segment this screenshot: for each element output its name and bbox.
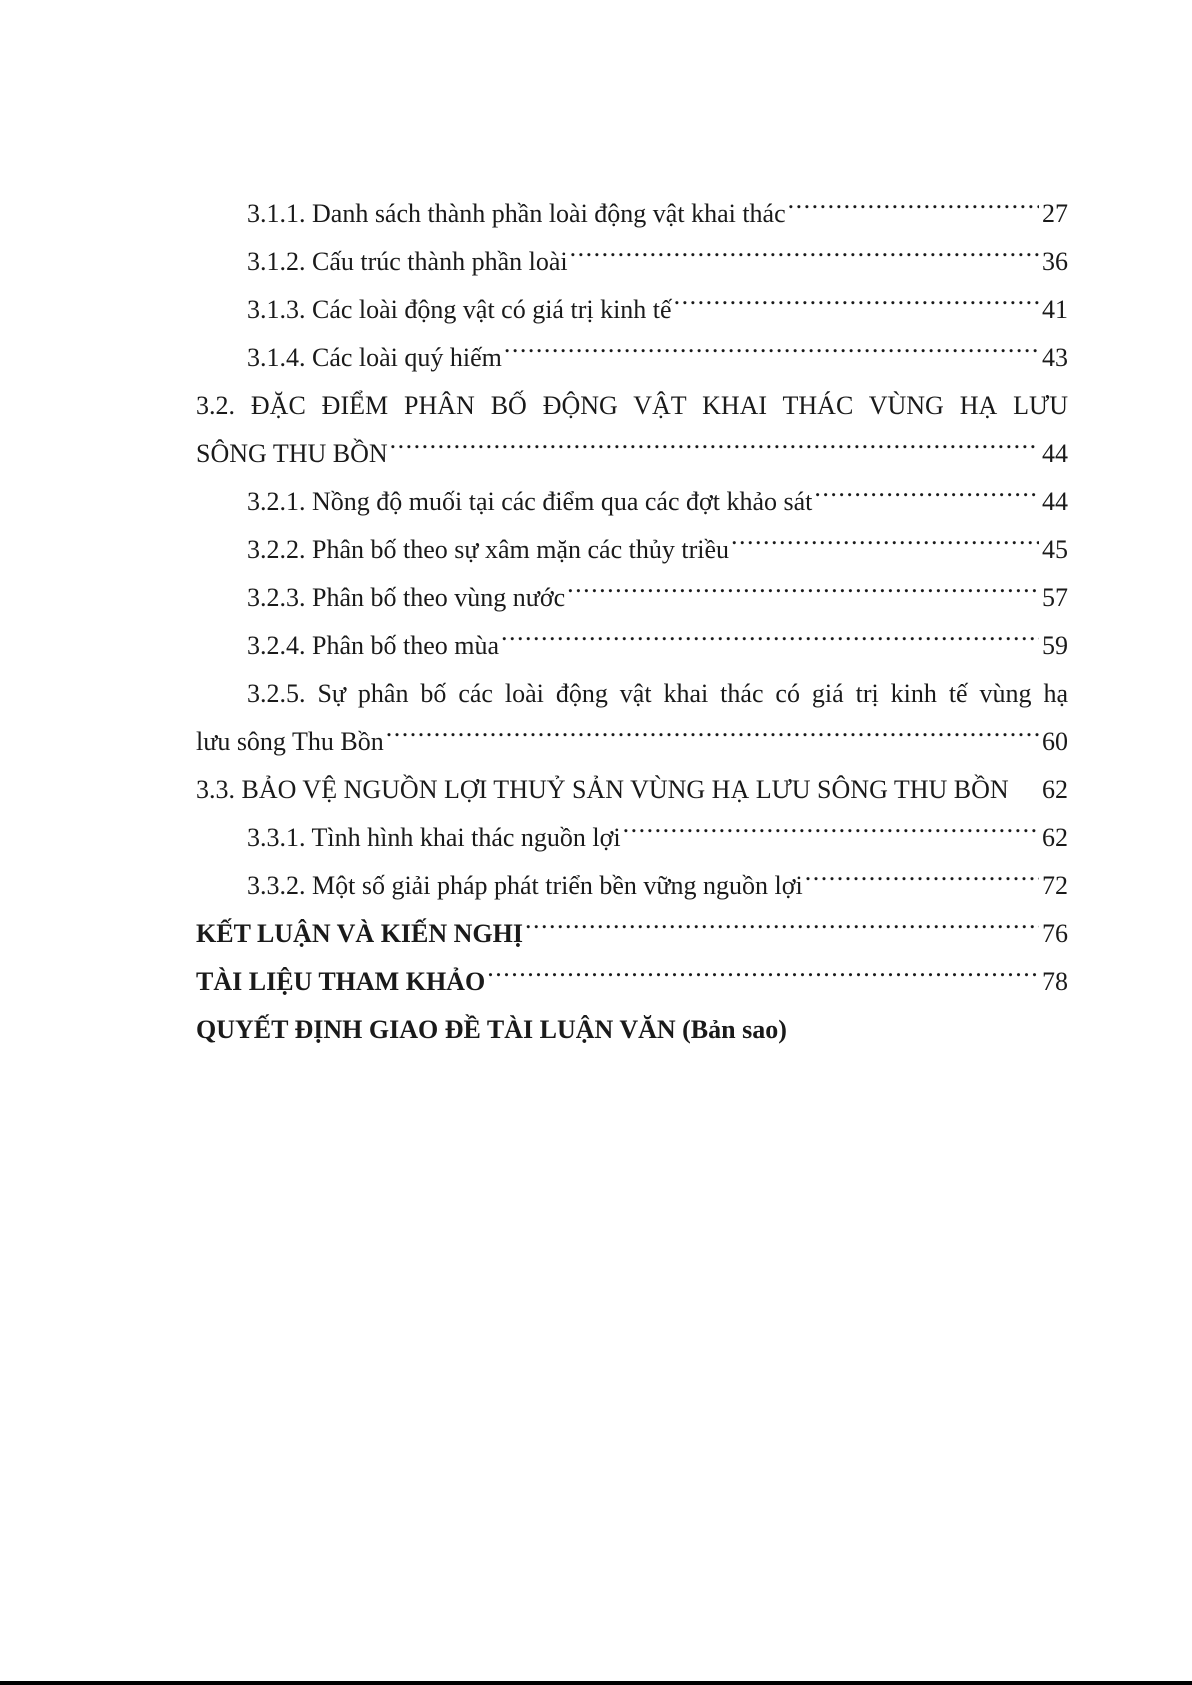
toc-entry-page: 62: [1042, 823, 1068, 852]
toc-entry: [196, 238, 1068, 286]
toc-entry-title: 3.3. BẢO VỆ NGUỒN LỢI THUỶ SẢN VÙNG HẠ LƯU SÔNG THU BỒN: [196, 775, 1009, 804]
toc-entry-wrapped-line-2: [196, 718, 1068, 766]
toc-entry: [196, 574, 1068, 622]
toc-entry: [196, 286, 1068, 334]
toc-entry: [196, 766, 1068, 814]
toc-entry-title: 3.2.2. Phân bố theo sự xâm mặn các thủy triều: [247, 535, 729, 564]
toc-entry-page: 59: [1042, 631, 1068, 660]
toc-entry: [196, 814, 1068, 862]
toc-entry: [196, 910, 1068, 958]
dot-leader: [674, 292, 1039, 318]
toc-entry: [196, 334, 1068, 382]
toc-entry-title: 3.1.1. Danh sách thành phần loài động vật khai thác: [247, 199, 786, 228]
dot-leader: [390, 436, 1039, 462]
dot-leader: [504, 340, 1039, 366]
toc-entry-title: 3.3.1. Tình hình khai thác nguồn lợi: [247, 823, 621, 852]
toc-entry-page: 44: [1042, 487, 1068, 516]
toc-entry-title: 3.1.2. Cấu trúc thành phần loài: [247, 247, 568, 276]
dot-leader: [487, 964, 1039, 990]
toc-entry-page: 60: [1042, 727, 1068, 756]
toc-entry-title-line-1: 3.2. ĐẶC ĐIỂM PHÂN BỐ ĐỘNG VẬT KHAI THÁC VÙNG HẠ LƯU: [196, 391, 1068, 420]
toc-entry-page: 45: [1042, 535, 1068, 564]
dot-leader: [731, 532, 1039, 558]
toc-entry-page: 36: [1042, 247, 1068, 276]
toc-entry-page: 43: [1042, 343, 1068, 372]
toc-entry-title: 3.2.3. Phân bố theo vùng nước: [247, 583, 566, 612]
toc-entry-title: 3.2.4. Phân bố theo mùa: [247, 631, 500, 660]
dot-leader: [570, 244, 1039, 270]
toc-entry-page: 44: [1042, 439, 1068, 468]
toc-entry-title: 3.2.1. Nồng độ muối tại các điểm qua các đợt khảo sát: [247, 487, 813, 516]
bottom-border: [0, 1681, 1192, 1685]
toc-entry-page: 41: [1042, 295, 1068, 324]
toc-entry-wrapped-line-1: [196, 670, 1068, 718]
toc-entry: [196, 862, 1068, 910]
toc-entry-page: 27: [1042, 199, 1068, 228]
toc-entry-wrapped-line-1: [196, 382, 1068, 430]
toc-entry-title-line-2: lưu sông Thu Bồn: [196, 727, 384, 756]
dot-leader: [386, 724, 1039, 750]
toc-entry-page: 78: [1042, 967, 1068, 996]
dot-leader: [567, 580, 1039, 606]
dot-leader: [501, 628, 1039, 654]
toc-entry-title: 3.1.4. Các loài quý hiếm: [247, 343, 502, 372]
toc-entry-page: 62: [1042, 775, 1068, 804]
toc-entry-title: TÀI LIỆU THAM KHẢO: [196, 967, 486, 996]
toc-entry-title: 3.1.3. Các loài động vật có giá trị kinh tế: [247, 295, 672, 324]
dot-leader: [788, 196, 1039, 222]
dot-leader: [814, 484, 1039, 510]
toc-entry: [196, 526, 1068, 574]
toc-entry-page: 57: [1042, 583, 1068, 612]
toc-entry: [196, 958, 1068, 1006]
toc-entry: [196, 1006, 1068, 1054]
toc-entry-title-line-1: 3.2.5. Sự phân bố các loài động vật khai thác có giá trị kinh tế vùng hạ: [247, 679, 1068, 708]
dot-leader: [525, 916, 1039, 942]
toc-entry: [196, 190, 1068, 238]
toc-entry-title: 3.3.2. Một số giải pháp phát triển bền vững nguồn lợi: [247, 871, 803, 900]
table-of-contents: [196, 190, 1068, 1054]
toc-entry: [196, 622, 1068, 670]
toc-entry-page: 72: [1042, 871, 1068, 900]
toc-entry-wrapped-line-2: [196, 430, 1068, 478]
toc-entry-page: 76: [1042, 919, 1068, 948]
toc-entry-title: KẾT LUẬN VÀ KIẾN NGHỊ: [196, 919, 523, 948]
toc-entry: [196, 478, 1068, 526]
dot-leader: [805, 868, 1039, 894]
toc-entry-title-line-2: SÔNG THU BỒN: [196, 439, 388, 468]
dot-leader: [623, 820, 1039, 846]
toc-entry-title: QUYẾT ĐỊNH GIAO ĐỀ TÀI LUẬN VĂN (Bản sao): [196, 1015, 787, 1044]
